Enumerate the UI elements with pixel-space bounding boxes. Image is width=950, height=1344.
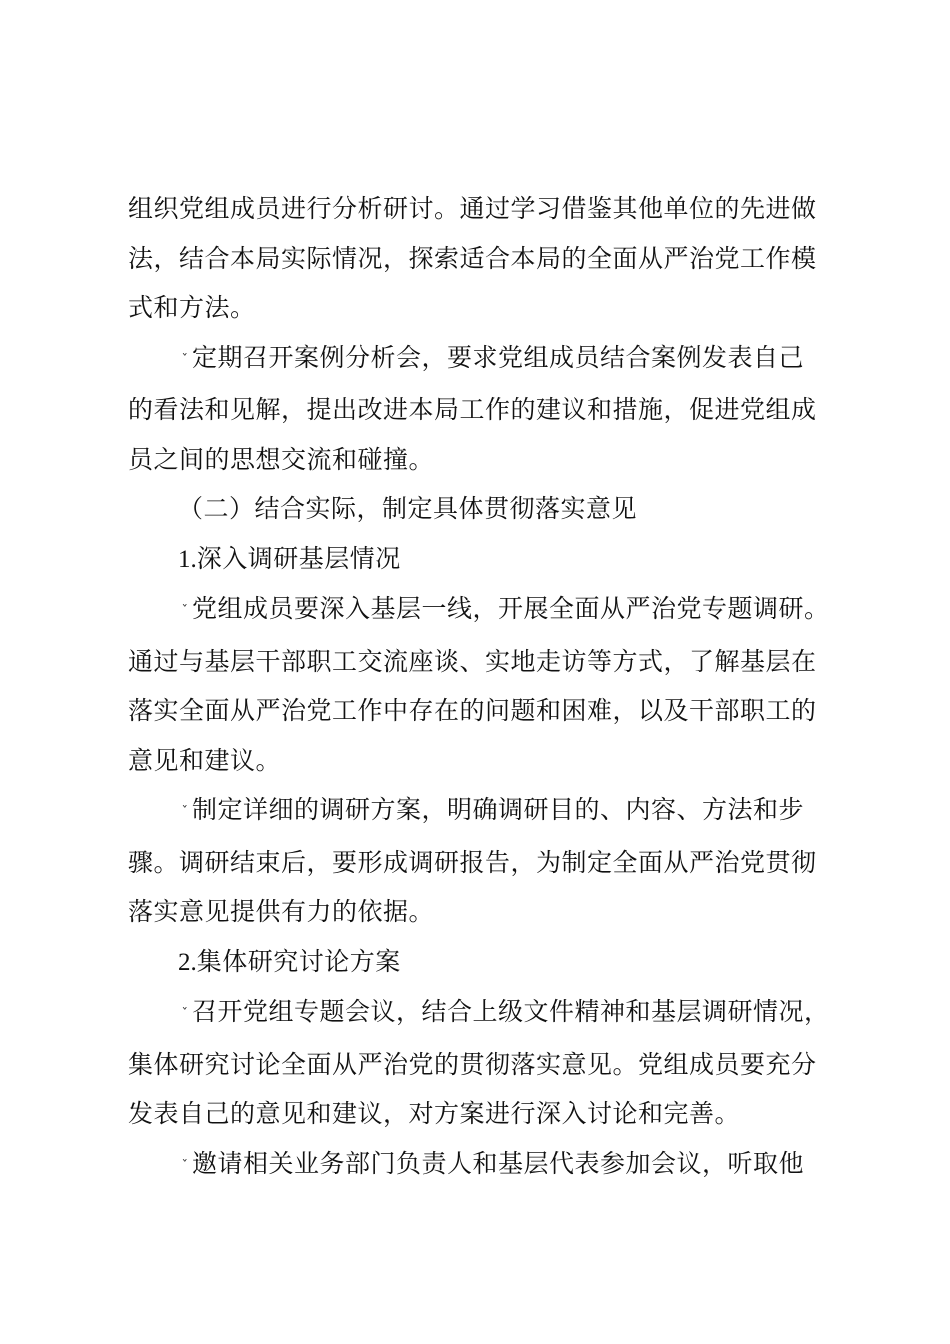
text-line: 骤。调研结束后，要形成调研报告，为制定全面从严治党贯彻	[128, 847, 817, 877]
list-marker-icon: ˇ	[181, 604, 189, 619]
text-line: 组织党组成员进行分析研讨。通过学习借鉴其他单位的先进做	[128, 194, 817, 223]
text-line-content: 定期召开案例分析会，要求党组成员结合案例发表自己	[192, 342, 805, 372]
heading-text: 集体研究讨论方案	[196, 946, 401, 976]
list-marker-icon: ˇ	[181, 805, 189, 820]
heading-line	[128, 534, 840, 585]
text-line: 的看法和见解，提出改进本局工作的建议和措施，促进党组成	[128, 395, 817, 424]
heading-number: 1.	[178, 545, 197, 573]
document-body	[128, 184, 840, 1191]
text-line-content: 召开党组专题会议，结合上级文件精神和基层调研情况，	[192, 997, 830, 1026]
paragraph	[128, 184, 840, 333]
text-line	[128, 785, 840, 838]
heading-number: 2.	[178, 948, 197, 976]
text-line: 发表自己的意见和建议，对方案进行深入讨论和完善。	[128, 1099, 741, 1128]
text-line: 法，结合本局实际情况，探索适合本局的全面从严治党工作模	[128, 243, 817, 273]
text-line-content: 邀请相关业务部门负责人和基层代表参加会议，听取他	[192, 1148, 805, 1178]
paragraph	[128, 1139, 840, 1192]
subheading	[128, 937, 840, 988]
text-line	[128, 987, 840, 1040]
paragraph	[128, 987, 840, 1139]
text-line: 式和方法。	[128, 293, 256, 322]
text-line: 集体研究讨论全面从严治党的贯彻落实意见。党组成员要充分	[128, 1049, 817, 1079]
subheading	[128, 534, 840, 585]
text-line	[128, 1139, 840, 1192]
text-line: 意见和建议。	[128, 745, 282, 775]
paragraph	[128, 785, 840, 937]
text-line	[128, 333, 840, 386]
text-line: 落实全面从严治党工作中存在的问题和困难，以及干部职工的	[128, 696, 817, 725]
text-line: 通过与基层干部职工交流座谈、实地走访等方式，了解基层在	[128, 646, 817, 676]
text-line: 落实意见提供有力的依据。	[128, 897, 435, 926]
heading-text: （二）结合实际，制定具体贯彻落实意见	[178, 494, 638, 523]
text-line-content: 制定详细的调研方案，明确调研目的、内容、方法和步	[192, 795, 805, 824]
section-heading	[128, 484, 840, 534]
paragraph	[128, 584, 840, 785]
paragraph	[128, 333, 840, 485]
list-marker-icon: ˇ	[181, 1007, 189, 1022]
text-line	[128, 584, 840, 637]
text-line: 员之间的思想交流和碰撞。	[128, 444, 435, 474]
heading-line	[128, 937, 840, 988]
heading-text: 深入调研基层情况	[196, 543, 401, 573]
list-marker-icon: ˇ	[181, 352, 189, 368]
list-marker-icon: ˇ	[181, 1158, 189, 1174]
text-line-content: 党组成员要深入基层一线，开展全面从严治党专题调研。	[192, 594, 830, 623]
